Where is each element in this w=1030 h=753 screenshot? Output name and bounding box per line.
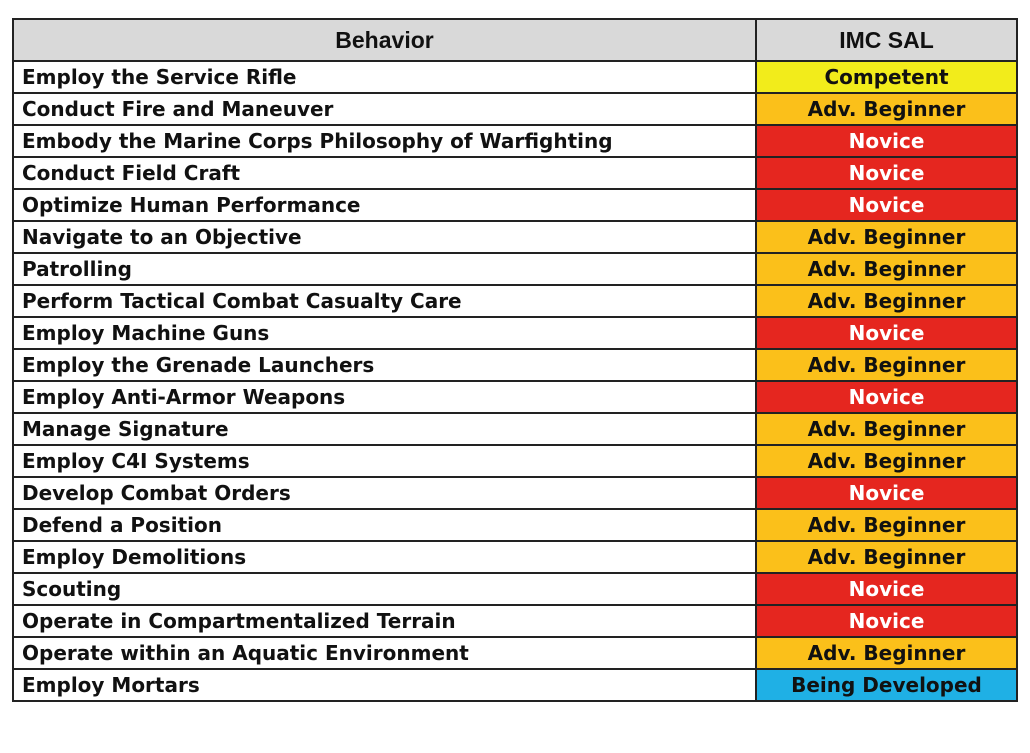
table-row	[13, 253, 1017, 285]
table-row	[13, 541, 1017, 573]
table-row	[13, 477, 1017, 509]
sal-level-cell: Adv. Beginner	[756, 445, 1017, 477]
sal-level-cell: Adv. Beginner	[756, 349, 1017, 381]
table-row	[13, 125, 1017, 157]
table-row	[13, 637, 1017, 669]
table-row	[13, 669, 1017, 701]
table-row	[13, 349, 1017, 381]
table-row	[13, 605, 1017, 637]
table-row	[13, 93, 1017, 125]
table-row	[13, 509, 1017, 541]
header-behavior: Behavior	[13, 19, 756, 61]
behavior-sal-table	[12, 18, 1018, 702]
behavior-cell: Perform Tactical Combat Casualty Care	[13, 285, 756, 317]
behavior-cell: Embody the Marine Corps Philosophy of Warfighting	[13, 125, 756, 157]
table-row	[13, 445, 1017, 477]
behavior-cell: Optimize Human Performance	[13, 189, 756, 221]
sal-level-cell: Competent	[756, 61, 1017, 93]
sal-level-cell: Being Developed	[756, 669, 1017, 701]
header-imc-sal: IMC SAL	[756, 19, 1017, 61]
sal-level-cell: Novice	[756, 157, 1017, 189]
sal-level-cell: Adv. Beginner	[756, 413, 1017, 445]
behavior-cell: Develop Combat Orders	[13, 477, 756, 509]
table-header-row	[13, 19, 1017, 61]
table-row	[13, 381, 1017, 413]
behavior-cell: Operate in Compartmentalized Terrain	[13, 605, 756, 637]
behavior-cell: Conduct Fire and Maneuver	[13, 93, 756, 125]
sal-level-cell: Novice	[756, 477, 1017, 509]
sal-level-cell: Novice	[756, 605, 1017, 637]
sal-level-cell: Adv. Beginner	[756, 285, 1017, 317]
behavior-cell: Employ the Grenade Launchers	[13, 349, 756, 381]
table-row	[13, 221, 1017, 253]
sal-level-cell: Novice	[756, 381, 1017, 413]
sal-level-cell: Adv. Beginner	[756, 509, 1017, 541]
table-row	[13, 317, 1017, 349]
behavior-cell: Operate within an Aquatic Environment	[13, 637, 756, 669]
behavior-cell: Scouting	[13, 573, 756, 605]
behavior-cell: Employ C4I Systems	[13, 445, 756, 477]
behavior-cell: Defend a Position	[13, 509, 756, 541]
table-row	[13, 573, 1017, 605]
sal-level-cell: Novice	[756, 125, 1017, 157]
behavior-cell: Manage Signature	[13, 413, 756, 445]
sal-level-cell: Adv. Beginner	[756, 253, 1017, 285]
sal-level-cell: Adv. Beginner	[756, 541, 1017, 573]
table-row	[13, 61, 1017, 93]
behavior-cell: Patrolling	[13, 253, 756, 285]
table-body	[13, 61, 1017, 701]
table-row	[13, 189, 1017, 221]
behavior-cell: Conduct Field Craft	[13, 157, 756, 189]
behavior-cell: Employ Machine Guns	[13, 317, 756, 349]
behavior-cell: Employ the Service Rifle	[13, 61, 756, 93]
sal-level-cell: Novice	[756, 317, 1017, 349]
behavior-cell: Employ Mortars	[13, 669, 756, 701]
behavior-cell: Navigate to an Objective	[13, 221, 756, 253]
sal-level-cell: Novice	[756, 573, 1017, 605]
sal-level-cell: Adv. Beginner	[756, 221, 1017, 253]
sal-level-cell: Novice	[756, 189, 1017, 221]
sal-level-cell: Adv. Beginner	[756, 93, 1017, 125]
table-row	[13, 285, 1017, 317]
behavior-cell: Employ Demolitions	[13, 541, 756, 573]
behavior-cell: Employ Anti-Armor Weapons	[13, 381, 756, 413]
table-row	[13, 413, 1017, 445]
sal-level-cell: Adv. Beginner	[756, 637, 1017, 669]
table-row	[13, 157, 1017, 189]
